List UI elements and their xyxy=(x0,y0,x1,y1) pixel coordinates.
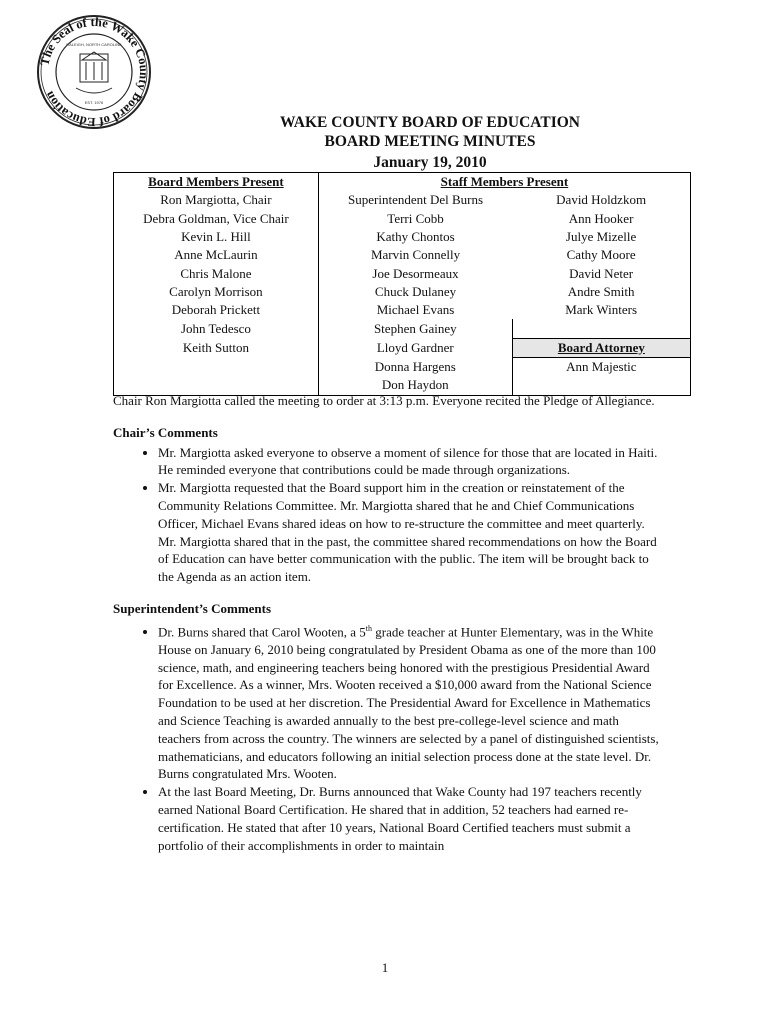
list-item: • Mr. Margiotta requested that the Board support him in the creation or reinstatement of the Community Relations Committee. Mr. Margiotta shared that he and Chief Communications Officer, Michael Evans shared ideas on how to re-structure the committee and meet quarterly. Mr. Margiotta shared that in the past, the committee shared recommendations on how the Board of Education can have better communication with the public. The item will be brought back to the Agenda as an action item. xyxy=(158,479,663,586)
staff-member: Superintendent Del Burns xyxy=(318,191,512,209)
staff-member: David Holdzkom xyxy=(512,191,690,209)
superintendents-comments-list xyxy=(113,620,663,855)
board-member: Deborah Prickett xyxy=(114,301,319,319)
superscript: th xyxy=(365,623,372,633)
board-attorney-header: Board Attorney xyxy=(512,338,690,357)
meeting-date: January 19, 2010 xyxy=(373,154,487,171)
staff-member: Chuck Dulaney xyxy=(318,283,512,301)
list-item-text: grade teacher at Hunter Elementary, was in the White House on January 6, 2010 being congratulated by President Obama as one of the more than 100 science, math, and engineering teachers being honored with the prestigious Presidential Award for Excellence. As a winner, Mrs. Wooten received a $10,000 award from the National Science Foundation to be used at her discretion. The Presidential Award for Excellence in Mathematics and Science Teaching is awarded annually to the best pre-college-level science and math teachers from across the country. The winners are selected by a panel of distinguished scientists, mathematicians, and educators following an initial selection process done at the state level. Dr. Burns congratulated Mrs. Wooten. xyxy=(158,624,659,782)
staff-member: Don Haydon xyxy=(318,376,512,395)
board-member: Chris Malone xyxy=(114,264,319,282)
staff-member: Michael Evans xyxy=(318,301,512,319)
attendance-table xyxy=(113,172,691,396)
empty-cell xyxy=(114,357,319,376)
staff-member: Julye Mizelle xyxy=(512,228,690,246)
document-title-type: BOARD MEETING MINUTES xyxy=(324,133,536,150)
list-item-text: Dr. Burns shared that Carol Wooten, a 5 xyxy=(158,624,366,640)
board-member: Ron Margiotta, Chair xyxy=(114,191,319,209)
staff-member: Marvin Connelly xyxy=(318,246,512,264)
staff-member: Ann Hooker xyxy=(512,210,690,228)
staff-member: Joe Desormeaux xyxy=(318,264,512,282)
staff-member: Cathy Moore xyxy=(512,246,690,264)
board-seal-logo xyxy=(36,14,152,130)
list-item xyxy=(158,620,663,784)
staff-member: Stephen Gainey xyxy=(318,319,512,338)
list-item: • Mr. Margiotta asked everyone to observe a moment of silence for those that are located in Haiti. He reminded everyone that contributions could be made through organizations. xyxy=(158,444,663,480)
empty-cell xyxy=(512,319,690,338)
board-members-header: Board Members Present xyxy=(114,173,319,192)
staff-member: Lloyd Gardner xyxy=(318,338,512,357)
svg-text:RALEIGH, NORTH CAROLINA: RALEIGH, NORTH CAROLINA xyxy=(66,42,122,47)
board-member: Debra Goldman, Vice Chair xyxy=(114,210,319,228)
opening-paragraph: Chair Ron Margiotta called the meeting to order at 3:13 p.m. Everyone recited the Pledge of Allegiance. xyxy=(113,393,655,408)
staff-member: Mark Winters xyxy=(512,301,690,319)
board-member: John Tedesco xyxy=(114,319,319,338)
staff-member: Terri Cobb xyxy=(318,210,512,228)
chairs-comments-heading: Chair’s Comments xyxy=(113,424,218,440)
board-attorney: Ann Majestic xyxy=(512,357,690,376)
staff-member: David Neter xyxy=(512,264,690,282)
staff-member: Andre Smith xyxy=(512,283,690,301)
board-member: Kevin L. Hill xyxy=(114,228,319,246)
list-item: • At the last Board Meeting, Dr. Burns announced that Wake County had 197 teachers recently earned National Board Certification. He shared that in addition, 52 teachers had earned re-certification. He stated that after 10 years, National Board Certified teachers must submit a portfolio of their accomplishments in order to maintain xyxy=(158,783,663,854)
svg-text:The Seal of the Wake County Bo: The Seal of the Wake County Board of Education xyxy=(37,14,152,130)
board-member: Keith Sutton xyxy=(114,338,319,357)
chairs-comments-list xyxy=(113,444,663,586)
svg-text:EST. 1976: EST. 1976 xyxy=(84,100,104,105)
staff-members-header: Staff Members Present xyxy=(318,173,690,192)
superintendents-comments-heading: Superintendent’s Comments xyxy=(113,600,272,616)
page-number: 1 xyxy=(381,960,389,975)
board-member: Carolyn Morrison xyxy=(114,283,319,301)
minutes-body xyxy=(113,392,663,854)
board-member: Anne McLaurin xyxy=(114,246,319,264)
staff-member: Donna Hargens xyxy=(318,357,512,376)
document-title-org: WAKE COUNTY BOARD OF EDUCATION xyxy=(280,114,580,131)
staff-member: Kathy Chontos xyxy=(318,228,512,246)
